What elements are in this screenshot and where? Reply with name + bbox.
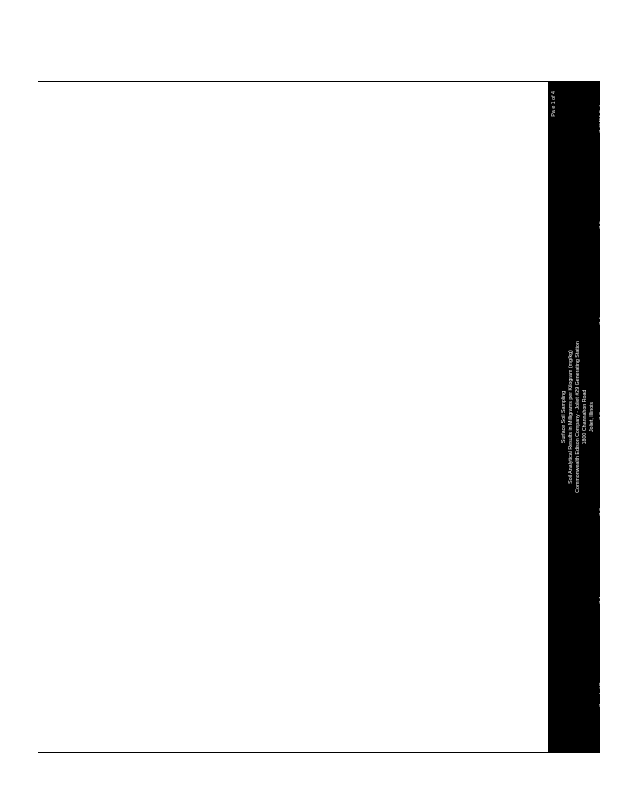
table-frame xyxy=(38,81,600,753)
page-label: Pa e 1 of 4 xyxy=(551,91,557,117)
title-line: 1800 Channahon Road xyxy=(582,389,588,445)
title-line: Soil Analytical Results in Milligrams per Kilogram (mg/kg) xyxy=(568,350,574,484)
rotated-data-sheet xyxy=(548,81,600,753)
title-line: Commonwealth Edison Company - Joliet #29 Generating Station xyxy=(575,341,581,493)
title-line: Surface Soil Sampling xyxy=(561,390,567,444)
title-line: Joliet, Illinois xyxy=(589,401,595,433)
